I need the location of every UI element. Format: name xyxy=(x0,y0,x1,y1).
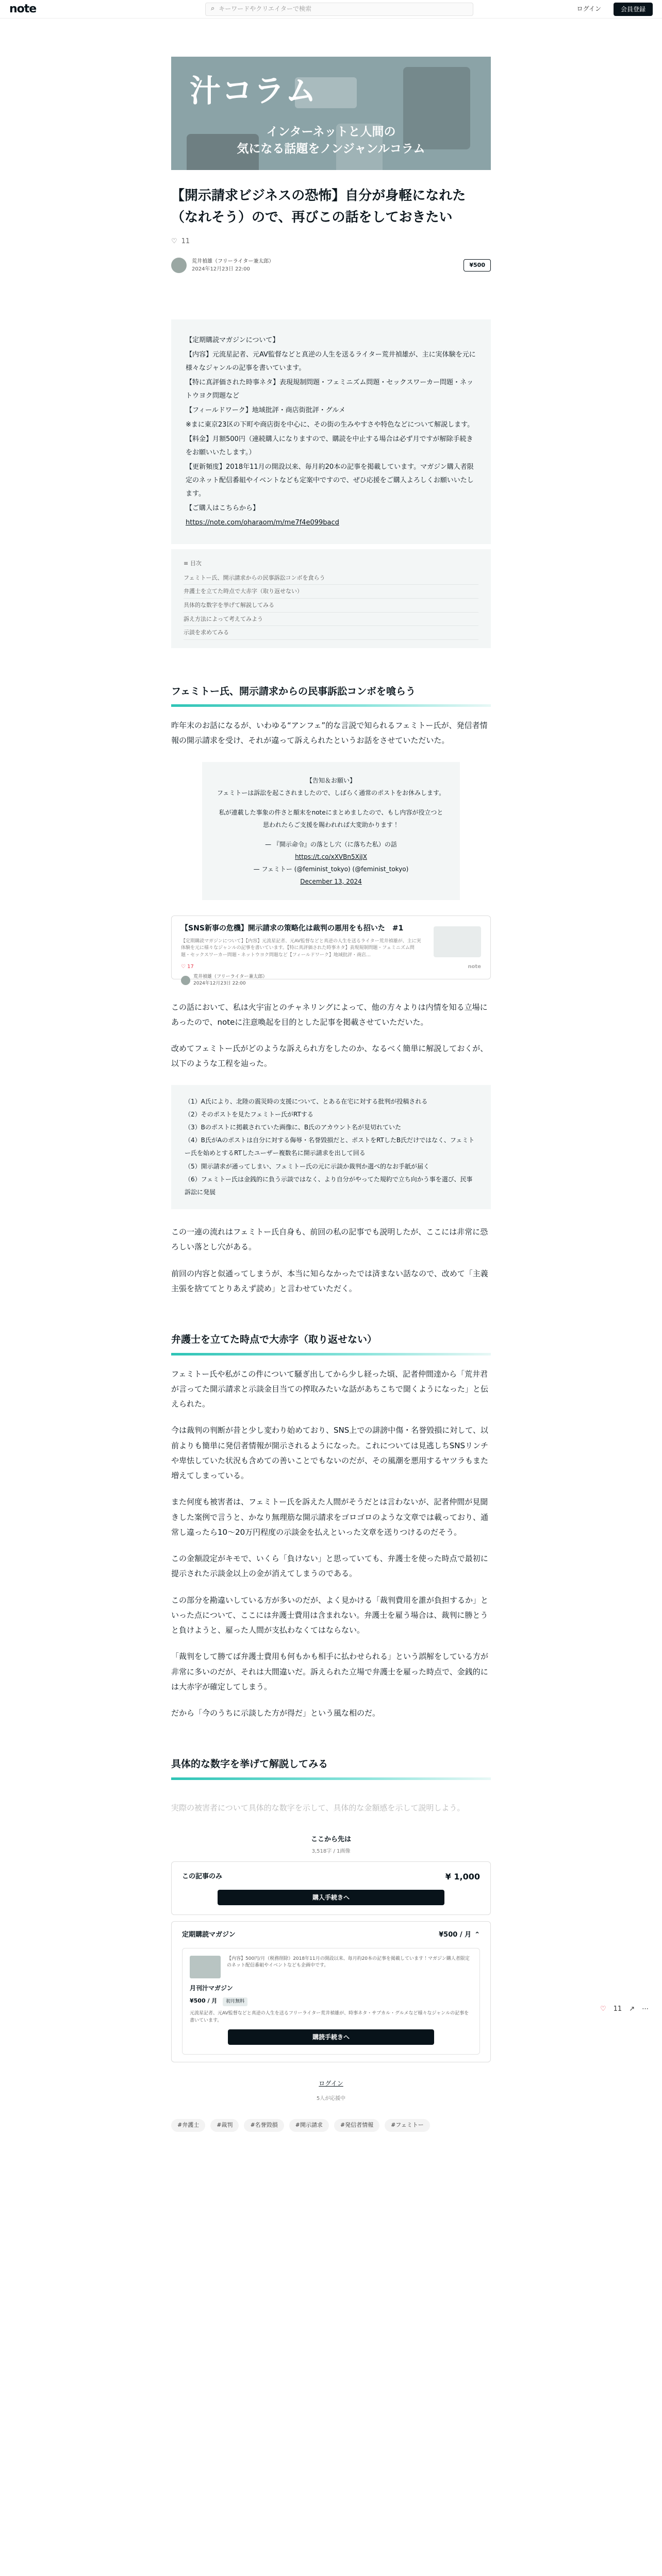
trial-badge: 初月無料 xyxy=(223,1997,247,2006)
paragraph: 今は裁判の判断が昔と少し変わり始めており、SNS上での誹謗中傷・名誉毀損に対して、以前よりも簡単に発信者情報が開示されるようになった。これについては見逃しちSNSリンチや卑怯していた状況も含めての善いことでもないのだが、その風潮を悪用するヤツラもまた増えてしまっている。 xyxy=(171,1426,489,1481)
like-count: 11 xyxy=(613,2005,622,2013)
post-date-link[interactable]: December 13, 2024 xyxy=(300,877,362,885)
share-icon[interactable]: ↗ xyxy=(629,2005,635,2013)
info-line: 【更新頻度】2018年11月の開設以来、毎月約20本の記事を掲載しています。マガジン購入者限定のネット配信番組やイベントなども定案中ですので、ぜひ応援をご購入よろしくお願いいたします。 xyxy=(186,463,474,498)
toc-item[interactable]: フェミトー氏、開示請求からの民事訴訟コンボを食らう xyxy=(184,571,478,585)
subscribe-button[interactable]: 購読手続きへ xyxy=(228,2029,434,2045)
post-line: 私が連載した事象の件さと顛末をnoteにまとめましたので、もし内容が役立つと思われたらご支援を賜われれば大変助かります！ xyxy=(219,808,443,828)
event-list-box xyxy=(171,1085,491,1210)
magazine-purchase-label: 定期購読マガジン xyxy=(182,1931,236,1939)
event-item: （1）A氏により、北陸の震災時の支援について、とある在宅に対する批判が投稿される xyxy=(185,1097,428,1105)
paragraph: 改めてフェミトー氏がどのような訴えられ方をしたのか、なるべく簡単に解説しておくが、以下のような工程を辿った。 xyxy=(171,1044,488,1069)
info-line: 【ご購入はこちらから】 xyxy=(186,504,260,512)
top-header xyxy=(0,0,662,19)
tag-list xyxy=(171,2119,491,2132)
tag[interactable]: #フェミトー xyxy=(385,2119,430,2132)
magazine-price: ¥500 / 月 xyxy=(439,1931,472,1939)
magazine-link[interactable]: https://note.com/oharaom/m/me7f4e099bacd xyxy=(186,518,339,527)
avatar xyxy=(181,976,190,985)
author-row xyxy=(171,258,491,273)
info-line: 【料金】月額500円（連続購入になりますので、購読を中止する場合は必ず月ですが解除手続きをお願いいたします。） xyxy=(186,435,473,456)
author-name[interactable]: 荒井禎雄（フリーライター兼太郎） xyxy=(192,258,274,264)
login-button[interactable]: ログイン xyxy=(576,5,601,13)
paragraph: この部分を勘違いしている方が多いのだが、よく見かける「裁判費用を誰が負担するか」といった点について、ここには弁護士費用は含まれない。弁護士を雇う場合は、裁判に勝とうと負けようと、雇った人間が支払わなくてはならない。 xyxy=(171,1595,489,1635)
note-card-author-name: 荒井禎雄（フリーライター兼太郎） xyxy=(193,974,268,980)
like-count: 11 xyxy=(181,238,190,246)
magazine-info-box xyxy=(171,319,491,544)
author-meta xyxy=(192,258,274,273)
post-line: — 『開示命令』の落とし穴（に落ちた私）の話 xyxy=(265,840,397,848)
magazine-name[interactable]: 月刊汁マガジン xyxy=(190,1984,233,1992)
signup-button[interactable]: 会員登録 xyxy=(614,3,653,16)
toc-item[interactable]: 弁護士を立てた時点で大赤字（取り返せない） xyxy=(184,585,478,599)
article-title: 【開示請求ビジネスの恐怖】自分が身軽になれた（なれそう）ので、再びこの話をしておきたい xyxy=(171,188,466,225)
event-item: （2）そのポストを見たフェミトー氏がRTする xyxy=(185,1110,313,1118)
magazine-desc: 【内容】500円/月（税務削除）2018年11月の開設以来、毎月約20本の記事を掲載しています！マガジン購入者限定のネット配信番組やイベントなども企画中です。 xyxy=(227,1956,470,1969)
event-item: （6）フェミトー氏は金銭的に負う示談ではなく、より自分がやってた規約で立ち向かう事を選び、民事訴訟に発展 xyxy=(185,1175,473,1196)
magazine-desc: 元流星記者、元AV監督などと真逆の人生を送るフリーライター荒井禎雄が、時事ネタ・サブカル・グルメなど様々なジャンルの記事を書いています。 xyxy=(190,2011,469,2023)
post-link[interactable]: https://t.co/xXVBn5XjJX xyxy=(295,853,367,860)
tag[interactable]: #裁判 xyxy=(210,2119,239,2132)
toc-item[interactable]: 具体的な数字を挙げて解説してみる xyxy=(184,599,478,613)
paragraph: 「裁判をして勝てば弁護士費用も何もかも相手に払わせられる」という誤解をしている方が非常に多いのだが、それは大間違いだ。訴えられた立場で弁護士を雇った時点で、金銭的には大赤字が確定してしまう。 xyxy=(171,1652,489,1691)
note-card-author-meta xyxy=(193,974,267,987)
avatar[interactable] xyxy=(171,258,187,273)
heart-icon[interactable]: ♡ xyxy=(171,238,177,246)
single-price: ¥ 1,000 xyxy=(445,1871,480,1882)
note-card-author xyxy=(181,974,481,987)
paragraph: この金額設定がキモで、いくら「負けない」と思っていても、弁護士を使った時点で最初に提示された示談金以上の金が消えてしまうのである。 xyxy=(171,1554,488,1579)
hero-subtitle xyxy=(171,124,491,158)
paragraph: 前回の内容と似通ってしまうが、本当に知らなかったでは済まない話なので、改めて「主義主張を捨ててとりあえず読め」と言わせていただく。 xyxy=(171,1268,488,1293)
note-card-desc: 【定期購読マガジンについて】【内容】元流星記者、元AV監督などと真逆の人生を送るライター荒井禎雄が、主に実体験を元に様々なジャンルの記事を書いています。【特に真評価された時事ネタ】表現規制問題・フェミニズム問題・セックスワーカー問題・ネットウヨク問題など【フィールドワーク】地域批評・商店… xyxy=(181,938,421,958)
magazine-thumbnail xyxy=(190,1956,221,1978)
section-heading: 弁護士を立てた時点で大赤字（取り返せない） xyxy=(171,1332,491,1355)
single-purchase-label: この記事のみ xyxy=(182,1872,223,1880)
toc-heading: ≡ 目次 xyxy=(184,560,202,567)
like-row xyxy=(171,235,491,248)
note-card-title: 【SNS新事の危機】開示請求の策略化は裁判の悪用をも招いた #1 xyxy=(181,924,404,933)
event-item: （5）開示請求が通ってしまい、フェミトー氏の元に示談か裁判か選べ的なお手紙が届く xyxy=(185,1162,430,1170)
magazine-purchase-row xyxy=(182,1929,480,1942)
tag[interactable]: #発信者情報 xyxy=(334,2119,379,2132)
support-count: 5人が応援中 xyxy=(316,2096,346,2102)
more-icon[interactable]: ⋯ xyxy=(642,2005,649,2013)
info-line: 【特に真評価された時事ネタ】表現規制問題・フェミニズム問題・セックスワーカー問題・ネットウヨク問題など xyxy=(186,378,473,400)
note-card-author-date: 2024年12月23日 22:00 xyxy=(193,980,246,986)
floating-actions xyxy=(600,2003,649,2016)
toc-item[interactable]: 示談を求めてみる xyxy=(184,626,478,640)
paywall-heading: ここから先は xyxy=(310,1835,351,1843)
magazine-card xyxy=(182,1948,480,2055)
info-line: ※まに東京23区の下町や商店街を中心に、その街の生みやすさや特色などについて解説します。 xyxy=(186,420,474,429)
single-purchase-row xyxy=(182,1869,480,1885)
embedded-note-card[interactable] xyxy=(171,916,491,986)
heart-icon[interactable]: ♡ xyxy=(600,2005,606,2013)
info-line: 【定期購読マガジンについて】 xyxy=(186,336,279,344)
chevron-up-icon[interactable]: ⌃ xyxy=(474,1931,480,1939)
event-item: （4）B氏がAのポストは自分に対する侮辱・名誉毀損だと、ポストをRTしたB氏だけではなく、フェミトー氏を始めとするRTしたユーザー複数名に開示請求を出して回る xyxy=(185,1137,475,1157)
event-item: （3）Bのポストに掲載されていた画像に、B氏のアカウント名が見切れていた xyxy=(185,1124,401,1131)
hero-subtitle-line: インターネットと人間の xyxy=(266,125,396,139)
section-heading: 具体的な数字を挙げて解説してみる xyxy=(171,1757,491,1780)
info-line: 【内容】元流星記者、元AV監督などと真逆の人生を送るライター荒井禎雄が、主に実体験を元に様々なジャンルの記事を書いています。 xyxy=(186,350,476,372)
paragraph: また何度も被害者は、フェミトー氏を訴えた人間がそうだとは言わないが、記者仲間が見聞きした案例で言うと、かなり無理筋な開示請求をゴロゴロのような文章では載っており、通常し違ったら10〜20万円程度の示談金を払えといった文章を送りつけるのだそう。 xyxy=(171,1497,489,1537)
paragraph: フェミトー氏や私がこの件について騒ぎ出してから少し経った頃、記者仲間達から「荒井君が言ってた開示請求と示談金目当ての搾取みたいな話があちこちで聞くようになった」と伝えられた。 xyxy=(171,1369,488,1409)
tag[interactable]: #開示請求 xyxy=(289,2119,329,2132)
toc-heading-label: 目次 xyxy=(190,560,202,567)
hero-subtitle-line: 気になる話題をノンジャンルコラム xyxy=(237,142,425,156)
section-heading: フェミトー氏、開示請求からの民事訴訟コンボを喰らう xyxy=(171,684,491,707)
paywall-fade-text: 実際の被害者について具体的な数字を示して、具体的な金額感を示して説明しよう。 xyxy=(171,1803,465,1812)
purchase-button[interactable]: 購入手続きへ xyxy=(218,1890,444,1905)
post-line: フェミトーは訴訟を起こされましたので、しばらく通常のポストをお休みします。 xyxy=(217,789,445,796)
paragraph: 昨年末のお話になるが、いわゆる“アンフェ”的な言説で知られるフェミトー氏が、発信者情報の開示請求を受け、それが違って訴えられたというお話をさせていただいた。 xyxy=(171,721,488,745)
embedded-post xyxy=(202,762,460,900)
price-badge[interactable]: ¥500 xyxy=(464,259,491,272)
article xyxy=(171,57,491,2132)
search-icon: ⌕ xyxy=(211,5,215,13)
note-card-likes: ♡ 17 xyxy=(181,964,194,970)
magazine-purchase-box xyxy=(171,1921,491,2062)
header-actions xyxy=(570,3,653,16)
paywall-count: 3,518字 / 1画像 xyxy=(311,1848,351,1854)
tag[interactable]: #弁護士 xyxy=(171,2119,205,2132)
tag[interactable]: #名誉毀損 xyxy=(244,2119,284,2132)
hero-title: 汁コラム xyxy=(190,73,318,109)
post-line: 【告知＆お願い】 xyxy=(306,776,356,784)
note-logo[interactable]: note xyxy=(9,2,37,15)
magazine-price-row xyxy=(190,1993,472,2008)
paragraph: この話において、私は火宇宙とのチャネリングによって、他の方々よりは内情を知る立場にあったので、noteに注意喚起を目的とした記事を掲載させていただいた。 xyxy=(171,1002,488,1027)
search-placeholder: キーワードやクリエイターで検索 xyxy=(219,5,312,13)
toc-item[interactable]: 訴え方法によって考えてみよう xyxy=(184,613,478,626)
search-input[interactable] xyxy=(205,3,473,16)
hero-image xyxy=(171,57,491,170)
paragraph: この一連の流れはフェミトー氏自身も、前回の私の記事でも説明したが、ここには非常に恐ろしい落とし穴がある。 xyxy=(171,1227,488,1252)
magazine-card-top xyxy=(190,1956,472,1978)
table-of-contents xyxy=(171,549,491,648)
note-card-thumbnail xyxy=(434,926,481,957)
paragraph: だから「今のうちに示談した方が得だ」という風な相のだ。 xyxy=(171,1708,380,1718)
post-line: — フェミトー (@feminist_tokyo) (@feminist_tokyo) xyxy=(253,865,409,873)
magazine-sub-price: ¥500 / 月 xyxy=(190,1997,218,2004)
login-link[interactable]: ログイン xyxy=(319,2080,343,2088)
single-purchase-box xyxy=(171,1861,491,1915)
post-date: 2024年12月23日 22:00 xyxy=(192,266,250,272)
info-line: 【フィールドワーク】地域批評・商店街批評・グルメ xyxy=(186,406,345,414)
note-logo: note xyxy=(468,963,481,970)
